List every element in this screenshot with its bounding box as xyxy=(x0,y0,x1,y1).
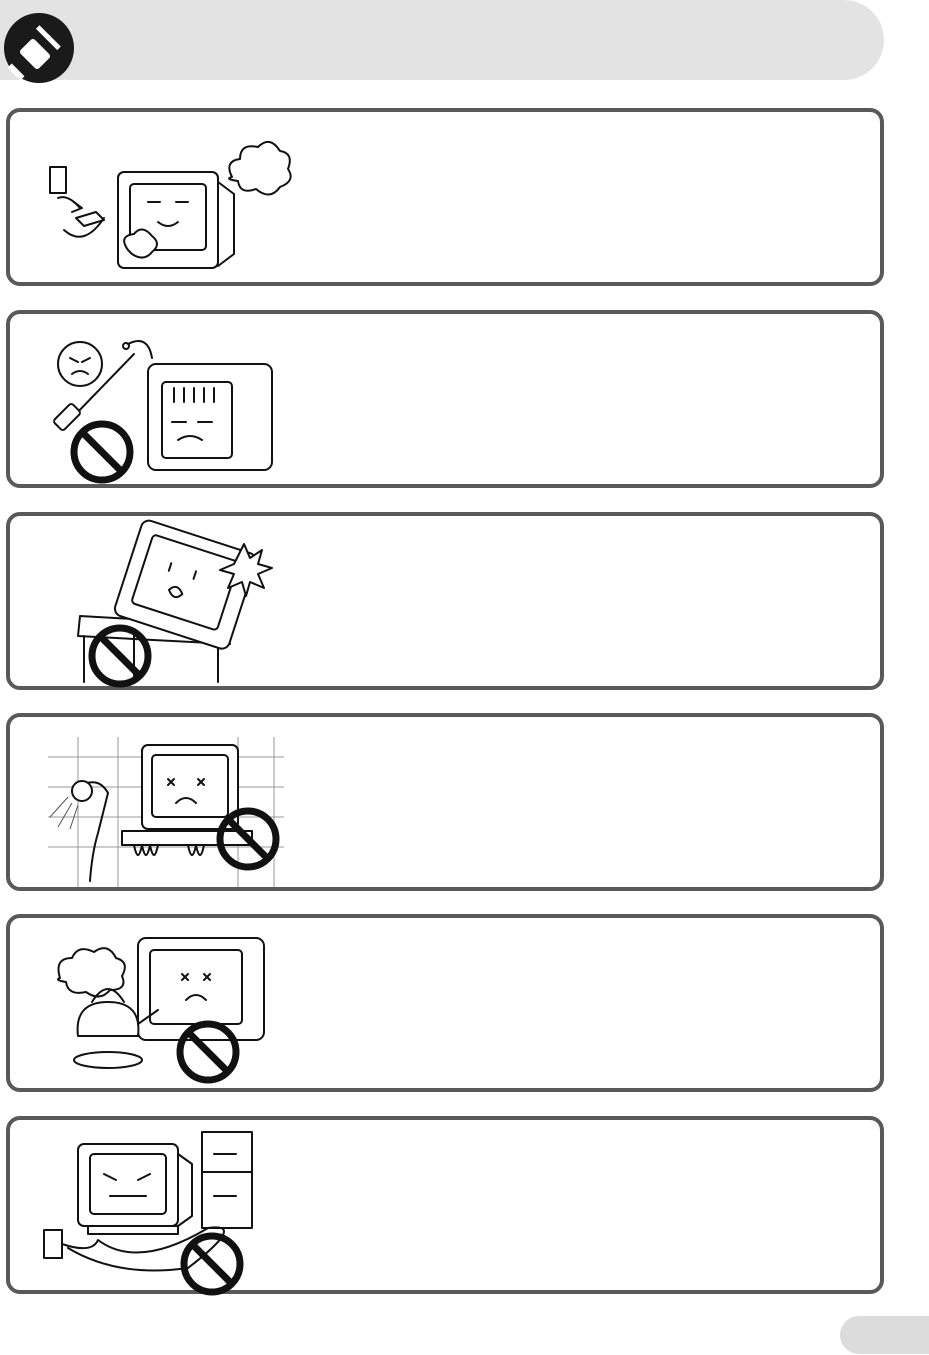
tv-steam-kettle-illustration xyxy=(38,928,288,1088)
tv-unstable-stand-illustration xyxy=(38,526,288,686)
page-number-tab xyxy=(840,1316,929,1354)
warning-panel-steam xyxy=(6,914,884,1092)
tv-bathroom-moisture-illustration xyxy=(38,727,288,887)
warning-panel-smoke xyxy=(6,108,884,286)
warning-panel-cord xyxy=(6,1116,884,1294)
warning-panel-humidity xyxy=(6,713,884,891)
section-header xyxy=(0,0,884,80)
warning-panel-unstable xyxy=(6,512,884,690)
warning-panel-disassemble xyxy=(6,310,884,488)
tv-smoke-unplug-illustration xyxy=(38,122,288,282)
power-plug-icon xyxy=(3,13,78,88)
tv-damaged-cord-illustration xyxy=(38,1130,288,1290)
tv-no-disassemble-illustration xyxy=(38,324,288,484)
